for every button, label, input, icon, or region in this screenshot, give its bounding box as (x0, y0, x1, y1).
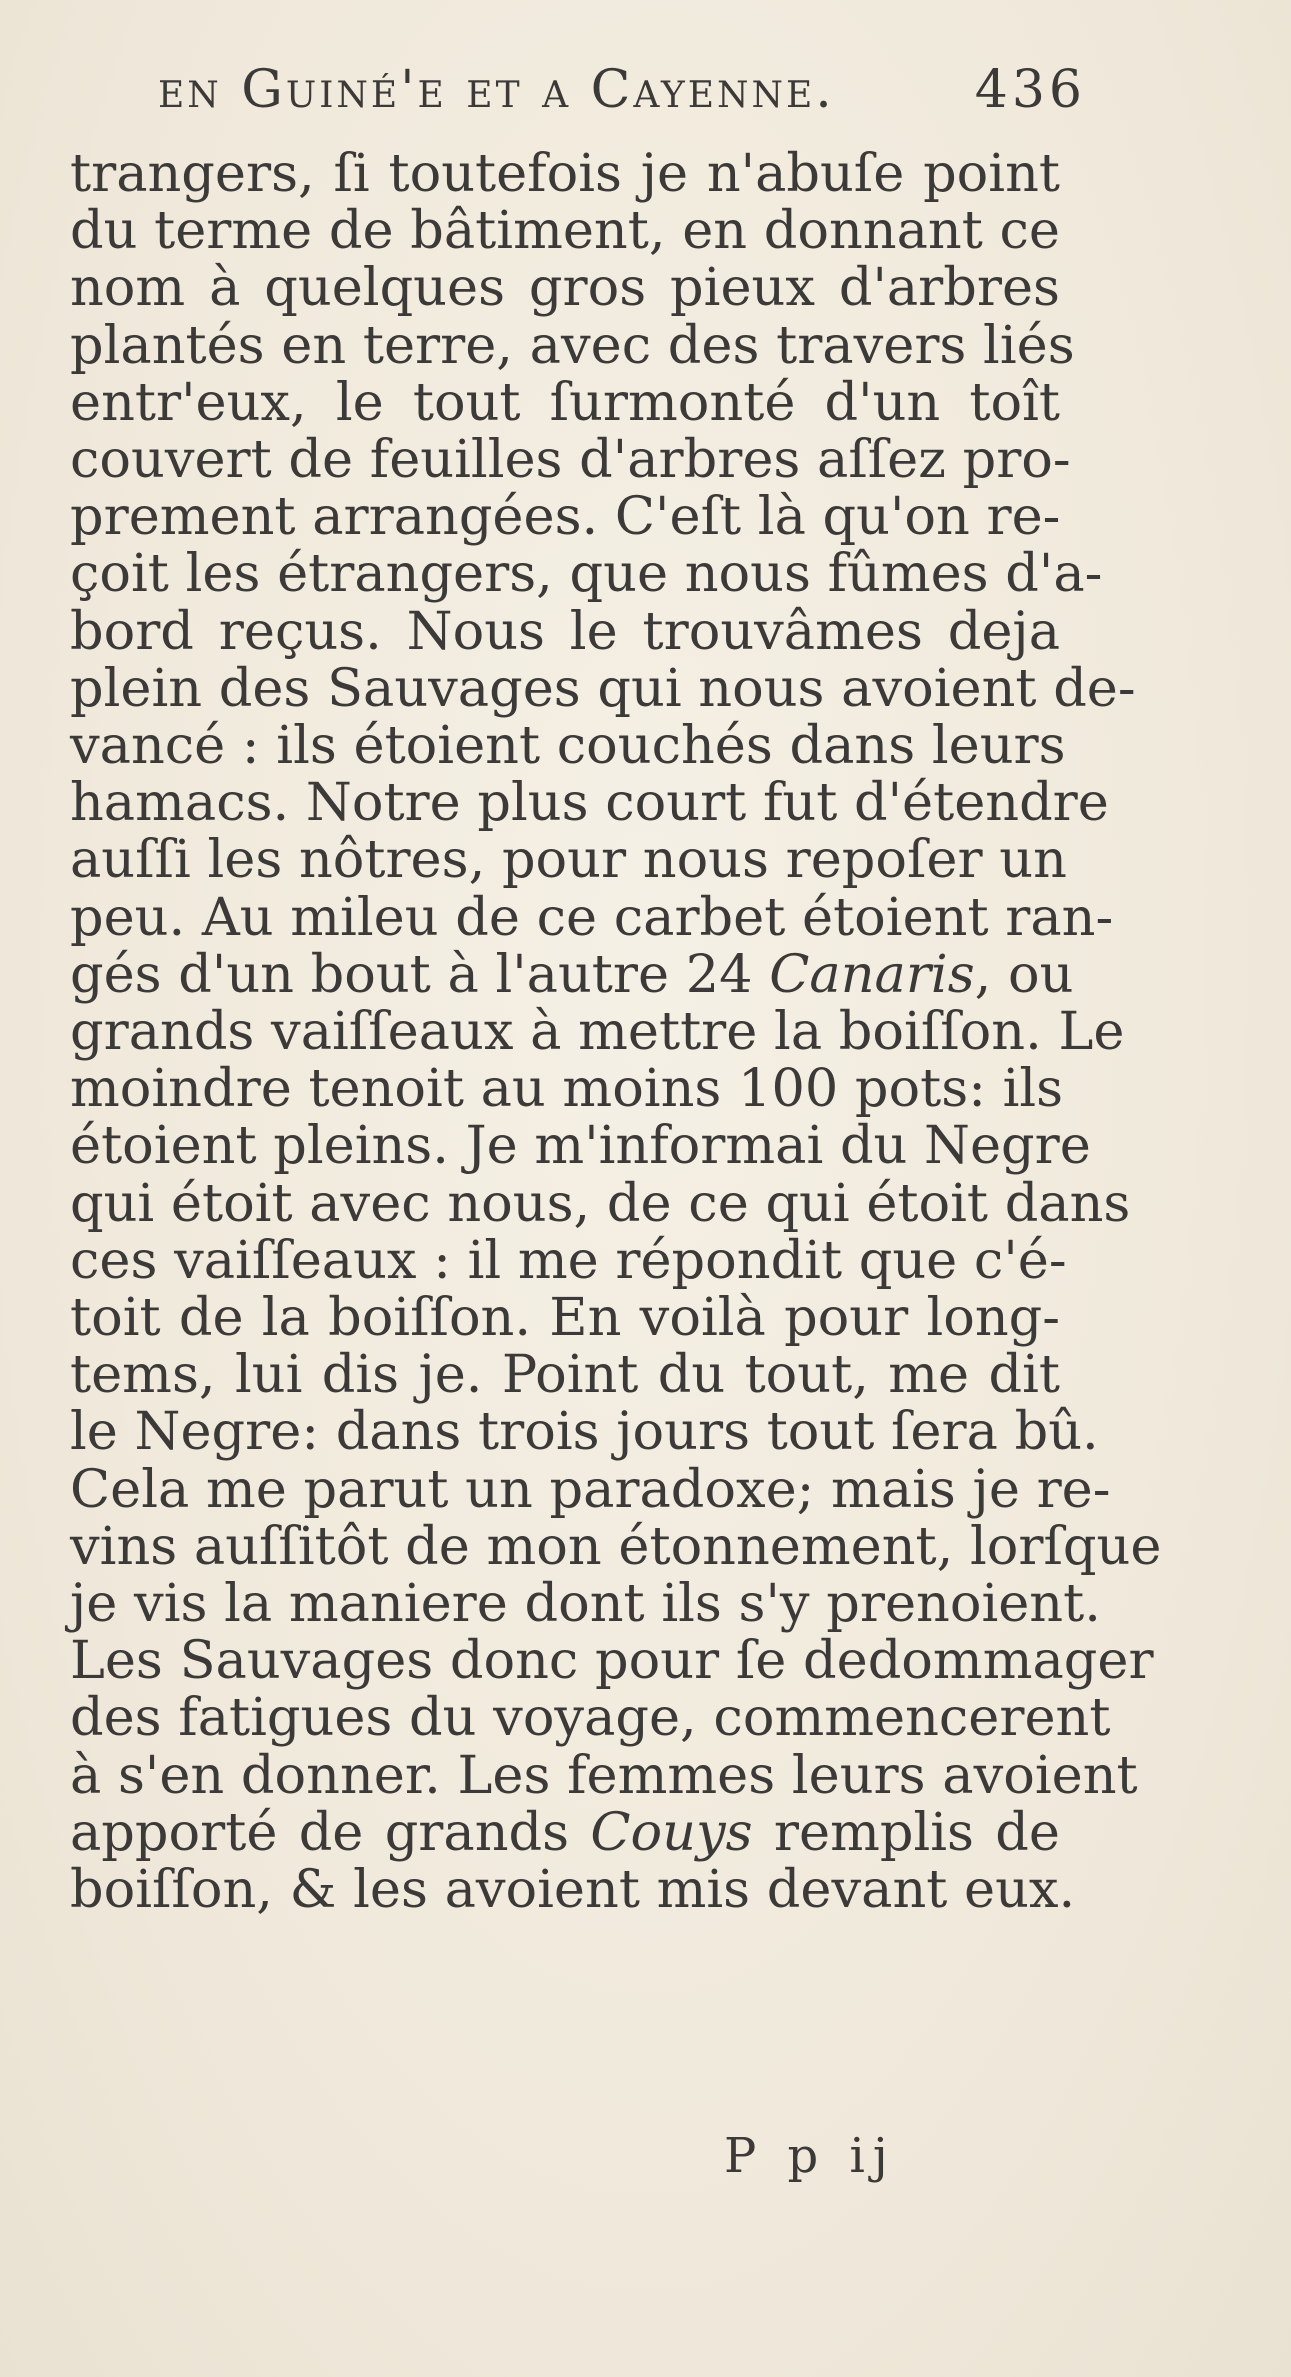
page-header (158, 60, 1086, 150)
text-line: vins auſſitôt de mon étonnement, lorſque (70, 1515, 1162, 1577)
text-line: grands vaiſſeaux à mettre la boiſſon. Le (70, 1001, 1125, 1063)
text-line: vancé : ils étoient couchés dans leurs (70, 715, 1066, 777)
text-line: entr'eux, le tout ſurmonté d'un toît (70, 371, 1060, 433)
text-line: des fatigues du voyage, commencerent (70, 1687, 1111, 1749)
italic-term: Canaris (769, 943, 975, 1005)
text-line: le Negre: dans trois jours tout ſera bû. (70, 1401, 1099, 1463)
running-title: en Guiné'e et a Cayenne. (158, 60, 835, 120)
text-line: prement arrangées. C'eſt là qu'on re- (70, 486, 1061, 548)
text-line (70, 943, 1074, 1005)
text-line: à s'en donner. Les femmes leurs avoient (70, 1744, 1138, 1806)
text-line: plantés en terre, avec des travers liés (70, 314, 1075, 376)
text-line: je vis la maniere dont ils s'y prenoient. (70, 1573, 1101, 1635)
italic-term: Couys (590, 1801, 753, 1863)
text-line: çoit les étrangers, que nous fûmes d'a- (70, 543, 1103, 605)
text-line: plein des Sauvages qui nous avoient de- (70, 657, 1136, 719)
text-line: couvert de feuilles d'arbres aſſez pro- (70, 429, 1071, 491)
text-line: qui étoit avec nous, de ce qui étoit dans (70, 1172, 1131, 1234)
text-line: hamacs. Notre plus court fut d'étendre (70, 772, 1109, 834)
text-line: Les Sauvages donc pour ſe dedommager (70, 1630, 1154, 1692)
text-line: du terme de bâtiment, en donnant ce (70, 200, 1060, 262)
text-line: trangers, ſi toutefois je n'abuſe point (70, 143, 1060, 204)
text-line: auſſi les nôtres, pour nous repoſer un (70, 829, 1067, 891)
body-text (70, 143, 1162, 1921)
line-text: , ou (974, 943, 1074, 1005)
text-line: toit de la boiſſon. En voilà pour long- (70, 1287, 1060, 1349)
page-number: 436 (974, 60, 1086, 120)
text-line: boiſſon, & les avoient mis devant eux. (70, 1859, 1076, 1921)
text-line: nom à quelques gros pieux d'arbres (70, 257, 1060, 319)
text-line: tems, lui dis je. Point du tout, me dit (70, 1344, 1060, 1406)
text-line: moindre tenoit au moins 100 pots: ils (70, 1058, 1064, 1120)
text-line: bord reçus. Nous le trouvâmes deja (70, 600, 1060, 662)
text-line: étoient pleins. Je m'informai du Negre (70, 1115, 1091, 1177)
text-line: ces vaiſſeaux : il me répondit que c'é- (70, 1229, 1067, 1291)
text-line: Cela me parut un paradoxe; mais je re- (70, 1458, 1111, 1520)
signature-mark: P p ij (724, 2128, 896, 2184)
line-text: apporté de grands (70, 1801, 591, 1863)
text-line (70, 1801, 1060, 1863)
text-line: peu. Au mileu de ce carbet étoient ran- (70, 886, 1114, 948)
line-text: gés d'un bout à l'autre 24 (70, 943, 770, 1005)
line-text: remplis de (752, 1801, 1060, 1863)
